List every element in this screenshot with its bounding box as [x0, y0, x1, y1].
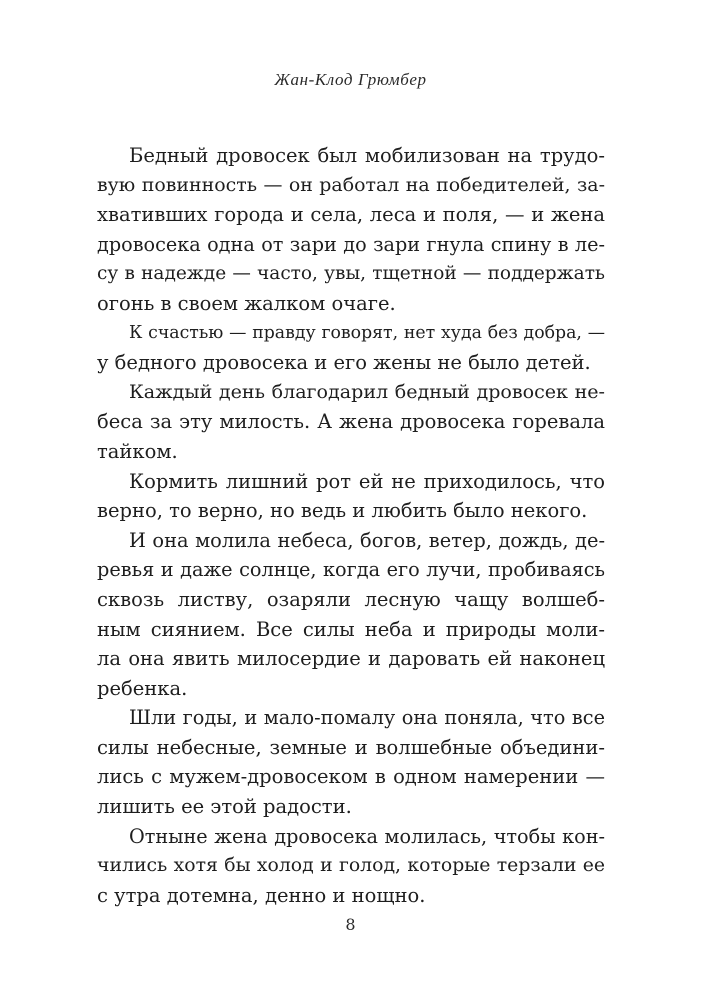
text-line: огонь в своем жалком очаге.	[97, 291, 396, 315]
text-line: чились хотя бы холод и голод, которые терзали ее	[97, 855, 605, 877]
paragraph-5	[97, 526, 605, 704]
text-line: ла она явить милосердие и даровать ей наконец	[97, 647, 605, 671]
text-line: Бедный дровосек был мобилизован на трудо-	[129, 144, 605, 167]
body-text	[97, 141, 605, 910]
page-number: 8	[345, 915, 356, 934]
text-line: верно, то верно, но ведь и любить было некого.	[97, 499, 588, 523]
text-line: Каждый день благодарил бедный дровосек не-	[129, 380, 605, 403]
text-line: лись с мужем-дровосеком в одном намерении —	[97, 765, 605, 789]
text-line: И она молила небеса, богов, ветер, дождь, де-	[129, 528, 605, 552]
text-line: ребенка.	[97, 676, 188, 700]
paragraph-1	[97, 141, 605, 319]
text-line: беса за эту милость. А жена дровосека горевала	[97, 410, 605, 434]
text-line: су в надежде — часто, увы, тщетной — поддержать	[97, 263, 605, 285]
text-line: Отныне жена дровосека молилась, чтобы кон-	[129, 824, 605, 848]
paragraph-7	[97, 822, 605, 911]
paragraph-2	[97, 319, 605, 378]
text-line: дровосека одна от зари до зари гнула спину в ле-	[97, 232, 605, 256]
text-line: у бедного дровосека и его жены не было детей.	[97, 351, 591, 375]
text-line: ревья и даже солнце, когда его лучи, пробиваясь	[97, 558, 605, 582]
text-line: ным сиянием. Все силы неба и природы моли-	[97, 617, 605, 641]
text-line: с утра дотемна, денно и нощно.	[97, 883, 426, 907]
text-line: вую повинность — он работал на победителей, за-	[97, 173, 605, 196]
text-line: сквозь листву, озаряли лесную чащу волшеб-	[97, 587, 605, 611]
text-line: Шли годы, и мало-помалу она поняла, что все	[129, 706, 605, 730]
text-line: силы небесные, земные и волшебные объедини-	[97, 735, 605, 759]
text-line: тайком.	[97, 439, 178, 463]
text-line: хвативших города и села, леса и поля, — и жена	[97, 203, 605, 227]
paragraph-6	[97, 703, 605, 821]
text-line: Кормить лишний рот ей не приходилось, что	[129, 469, 605, 493]
running-head-author: Жан-Клод Грюмбер	[274, 70, 427, 89]
paragraph-4	[97, 467, 605, 526]
text-line: лишить ее этой радости.	[97, 795, 352, 819]
paragraph-3	[97, 378, 605, 467]
text-line: К счастью — правду говорят, нет худа без добра, —	[129, 322, 605, 343]
